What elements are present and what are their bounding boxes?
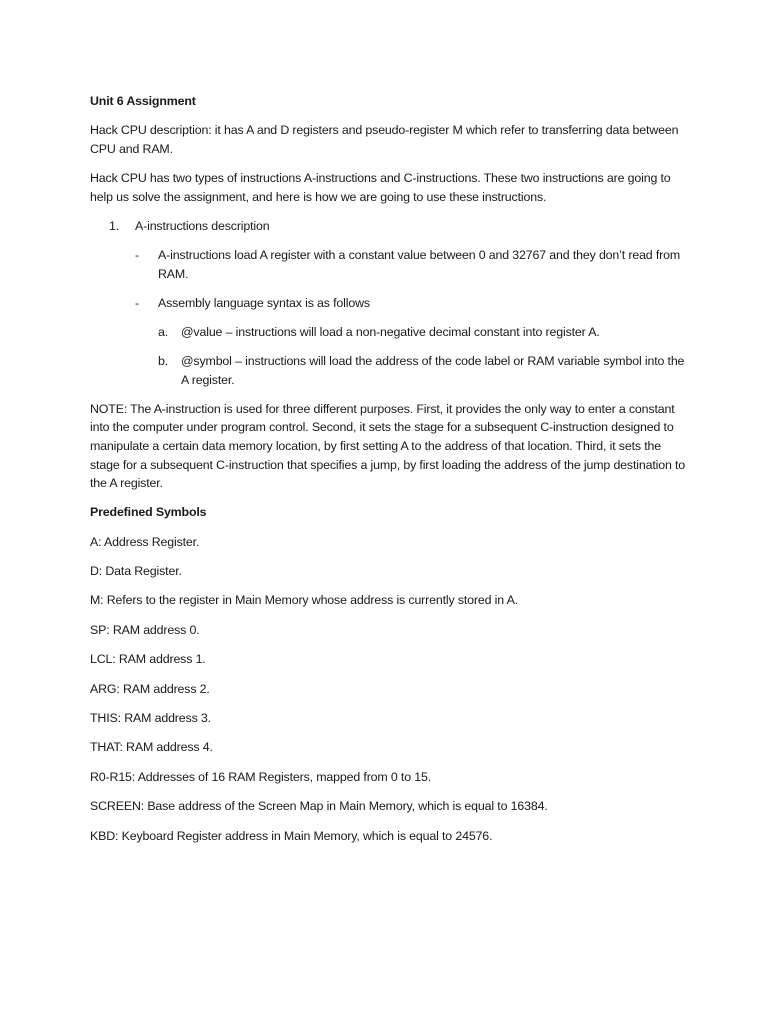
symbol-entry: THAT: RAM address 4. bbox=[90, 740, 213, 755]
symbol-entry: KBD: Keyboard Register address in Main Memory, which is equal to 24576. bbox=[90, 828, 493, 843]
symbol-entry: ARG: RAM address 2. bbox=[90, 681, 210, 696]
symbol-entry: A: Address Register. bbox=[90, 534, 200, 549]
list-number: 1. bbox=[109, 218, 120, 233]
bullet-text: A-instructions load A register with a constant value between 0 and 32767 and they don’t read from RAM. bbox=[158, 247, 681, 281]
symbol-entry: THIS: RAM address 3. bbox=[90, 710, 211, 725]
symbol-entry: LCL: RAM address 1. bbox=[90, 652, 206, 667]
sub-list-text: @value – instructions will load a non-negative decimal constant into register A. bbox=[181, 324, 600, 339]
bullet-item bbox=[90, 246, 690, 283]
sub-list-marker: b. bbox=[158, 354, 169, 369]
instructions-paragraph: Hack CPU has two types of instructions A-instructions and C-instructions. These two instructions are going to help us solve the assignment, and here is how we are going to use these instructions. bbox=[90, 170, 671, 204]
symbols-list bbox=[90, 533, 690, 846]
symbol-entry: SP: RAM address 0. bbox=[90, 622, 200, 637]
sub-list-marker: a. bbox=[158, 324, 169, 339]
symbol-entry: SCREEN: Base address of the Screen Map in Main Memory, which is equal to 16384. bbox=[90, 799, 548, 814]
sub-list-item bbox=[90, 352, 690, 389]
bullet-text: Assembly language syntax is as follows bbox=[158, 295, 370, 310]
list-item-text: A-instructions description bbox=[135, 218, 270, 233]
numbered-list-item bbox=[90, 217, 690, 236]
predefined-symbols-heading: Predefined Symbols bbox=[90, 505, 207, 520]
symbol-entry: M: Refers to the register in Main Memory whose address is currently stored in A. bbox=[90, 593, 519, 608]
sub-list-text: @symbol – instructions will load the address of the code label or RAM variable symbol into the A register. bbox=[181, 354, 685, 387]
document-body bbox=[90, 92, 690, 856]
bullet-marker: - bbox=[135, 247, 139, 262]
symbol-entry: D: Data Register. bbox=[90, 564, 182, 579]
bullet-marker: - bbox=[135, 295, 139, 310]
document-title: Unit 6 Assignment bbox=[90, 94, 196, 108]
note-paragraph: NOTE: The A-instruction is used for three different purposes. First, it provides the only way to enter a constant into the computer under program control. Second, it sets the stage for a subsequent C-instruction designed to manipulate a certain data memory location, by first setting A to the address of that location. Third, it sets the stage for a subsequent C-instruction that specifies a jump, by first loading the address of the jump destination to the A register. bbox=[90, 401, 686, 491]
sub-list-item bbox=[90, 323, 690, 342]
cpu-description-paragraph: Hack CPU description: it has A and D registers and pseudo-register M which refer to transferring data between CPU and RAM. bbox=[90, 123, 679, 156]
bullet-item bbox=[90, 294, 690, 313]
symbol-entry: R0-R15: Addresses of 16 RAM Registers, mapped from 0 to 15. bbox=[90, 769, 432, 784]
